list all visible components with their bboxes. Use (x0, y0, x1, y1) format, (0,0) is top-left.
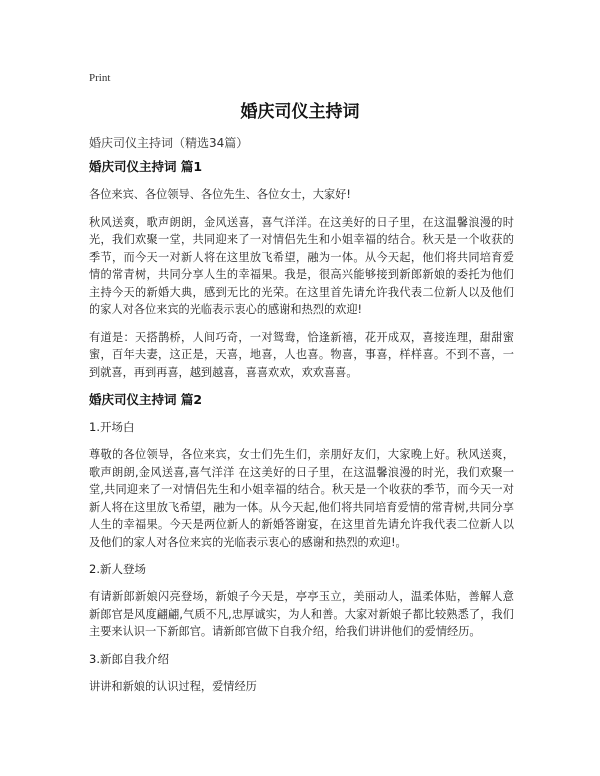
print-label[interactable]: Print (89, 72, 111, 84)
item-label-self-intro: 3.新郎自我介绍 (89, 651, 169, 666)
item-label-opening: 1.开场白 (89, 420, 135, 434)
paragraph: 秋风送爽，歌声朗朗，金风送喜，喜气洋洋。在这美好的日子里，在这温馨浪漫的时光，我们欢聚一堂，共同迎来了一对情侣先生和小姐幸福的结合。秋天是一个收获的季节，而今天一对新人将在这里放飞希望，融为一体。从今天起，他们将共同培育爱情的常青树，共同分享人生的幸福果。我是，很高兴能够接到新郎新娘的委托为他们主持今天的新婚大典，感到无比的光荣。在这里首先请允许我代表二位新人以及他们的家人对各位来宾的光临表示衷心的感谢和热烈的欢迎! (89, 215, 514, 316)
section-heading-2: 婚庆司仪主持词 篇2 (89, 392, 203, 407)
paragraph: 讲讲和新娘的认识过程，爱情经历 (89, 679, 257, 693)
page-subtitle: 婚庆司仪主持词（精选34篇） (89, 136, 249, 150)
paragraph: 有请新郎新娘闪亮登场，新娘子今天是，亭亭玉立，美丽动人，温柔体贴，善解人意新郎官是风度翩翩,气质不凡,忠厚诚实，为人和善。大家对新娘子都比较熟悉了，我们主要来认识一下新郎官。请新郎官做下自我介绍，给我们讲讲他们的爱情经历。 (89, 590, 514, 638)
paragraph: 有道是：天搭鹊桥，人间巧奇，一对鸳鸯，恰逢新禧，花开成双，喜接连理，甜甜蜜蜜，百年夫妻，这正是，天喜，地喜，人也喜。物喜，事喜，样样喜。不到不喜，一到就喜，再到再喜，越到越喜，喜喜欢欢，欢欢喜喜。 (89, 330, 514, 379)
item-label-entrance: 2.新人登场 (89, 562, 146, 576)
page-title: 婚庆司仪主持词 (240, 102, 360, 122)
section-heading-1: 婚庆司仪主持词 篇1 (89, 159, 203, 174)
document-content (89, 158, 514, 705)
paragraph: 尊敬的各位领导，各位来宾，女士们先生们，亲朋好友们，大家晚上好。秋风送爽，歌声朗朗,金风送喜,喜气洋洋 在这美好的日子里，在这温馨浪漫的时光，我们欢聚一堂,共同迎来了一对情侣先生和小姐幸福的结合。秋天是一个收获的季节，而今天一对新人将在这里放飞希望，融为一体。从今天起,他们将共同培育爱情的常青树,共同分享人生的幸福果。今天是两位新人的新婚答谢宴，在这里首先请允许我代表二位新人以及他们的家人对各位来宾的光临表示衷心的感谢和热烈的欢迎!。 (89, 448, 514, 549)
paragraph: 各位来宾、各位领导、各位先生、各位女士，大家好! (89, 188, 351, 201)
